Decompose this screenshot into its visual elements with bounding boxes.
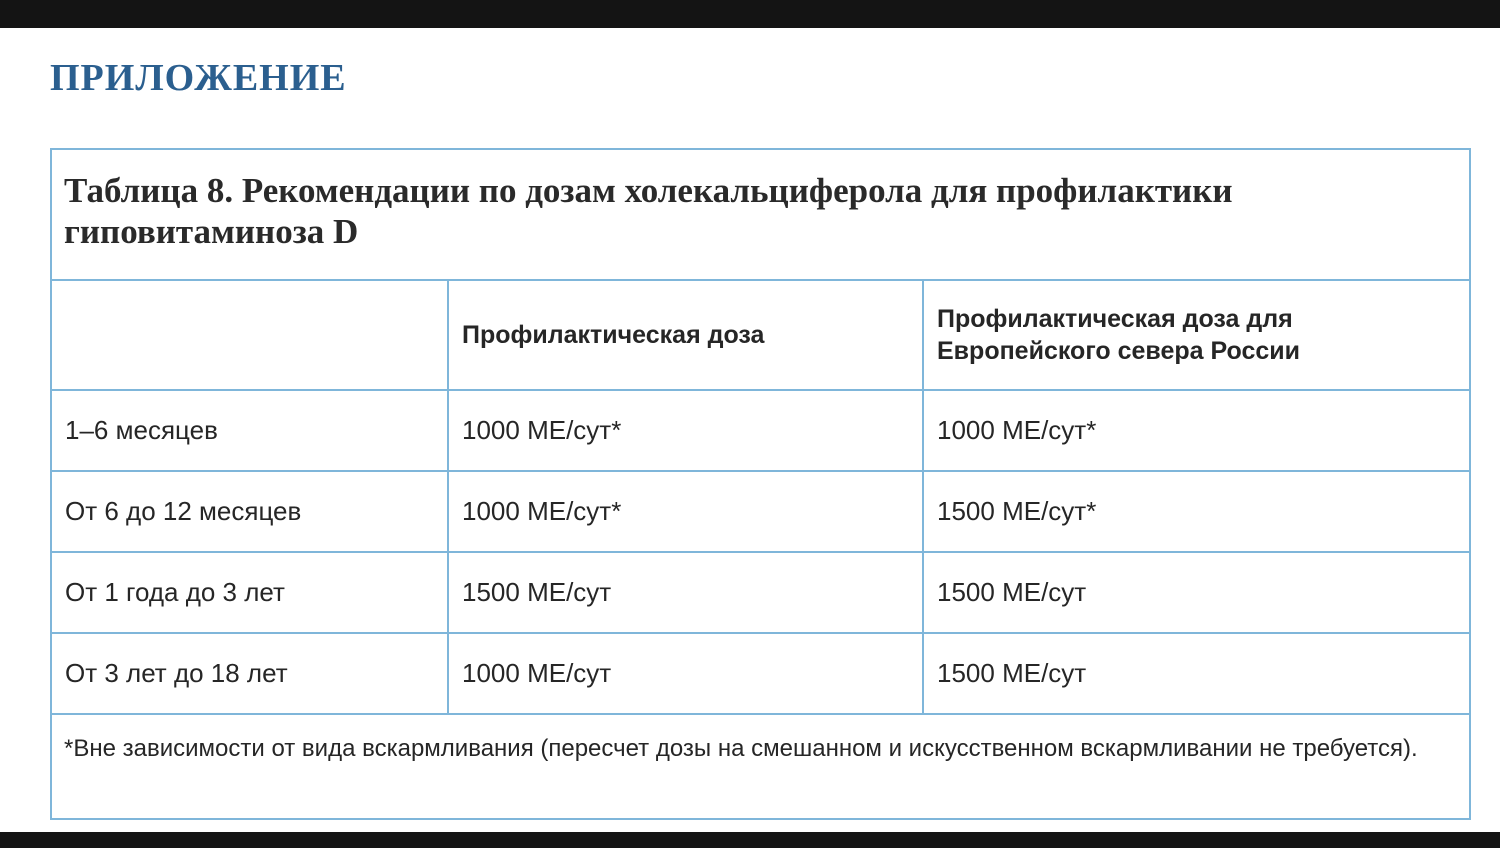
row-3-dose: 1500 МЕ/сут	[462, 577, 612, 607]
table-footnote: *Вне зависимости от вида вскармливания (пересчет дозы на смешанном и искусственном вскармливании не требуется).	[64, 735, 1418, 762]
top-dark-bar	[0, 0, 1500, 28]
header-cell-dose: Профилактическая доза	[462, 321, 765, 349]
bottom-dark-bar	[0, 832, 1500, 848]
row-1-dose: 1000 МЕ/сут*	[462, 415, 622, 445]
row-1-age: 1–6 месяцев	[65, 415, 218, 445]
header-cell-dose-north: Профилактическая доза для Европейского севера России	[937, 305, 1301, 365]
table-rule	[52, 713, 1469, 715]
row-2-age: От 6 до 12 месяцев	[65, 496, 302, 526]
row-1-dose-north: 1000 МЕ/сут*	[937, 415, 1097, 445]
row-2-dose: 1000 МЕ/сут*	[462, 496, 622, 526]
row-3-dose-north: 1500 МЕ/сут	[937, 577, 1087, 607]
row-4-dose: 1000 МЕ/сут	[462, 658, 612, 688]
row-2-dose-north: 1500 МЕ/сут*	[937, 496, 1097, 526]
row-4-dose-north: 1500 МЕ/сут	[937, 658, 1087, 688]
row-3-age: От 1 года до 3 лет	[65, 577, 285, 607]
header-cell-empty	[52, 281, 447, 389]
section-heading: ПРИЛОЖЕНИЕ	[50, 57, 347, 99]
dose-table	[50, 148, 1471, 820]
table-title: Таблица 8. Рекомендации по дозам холекальциферола для профилактики гиповитаминоза D	[64, 171, 1233, 251]
row-4-age: От 3 лет до 18 лет	[65, 658, 288, 688]
